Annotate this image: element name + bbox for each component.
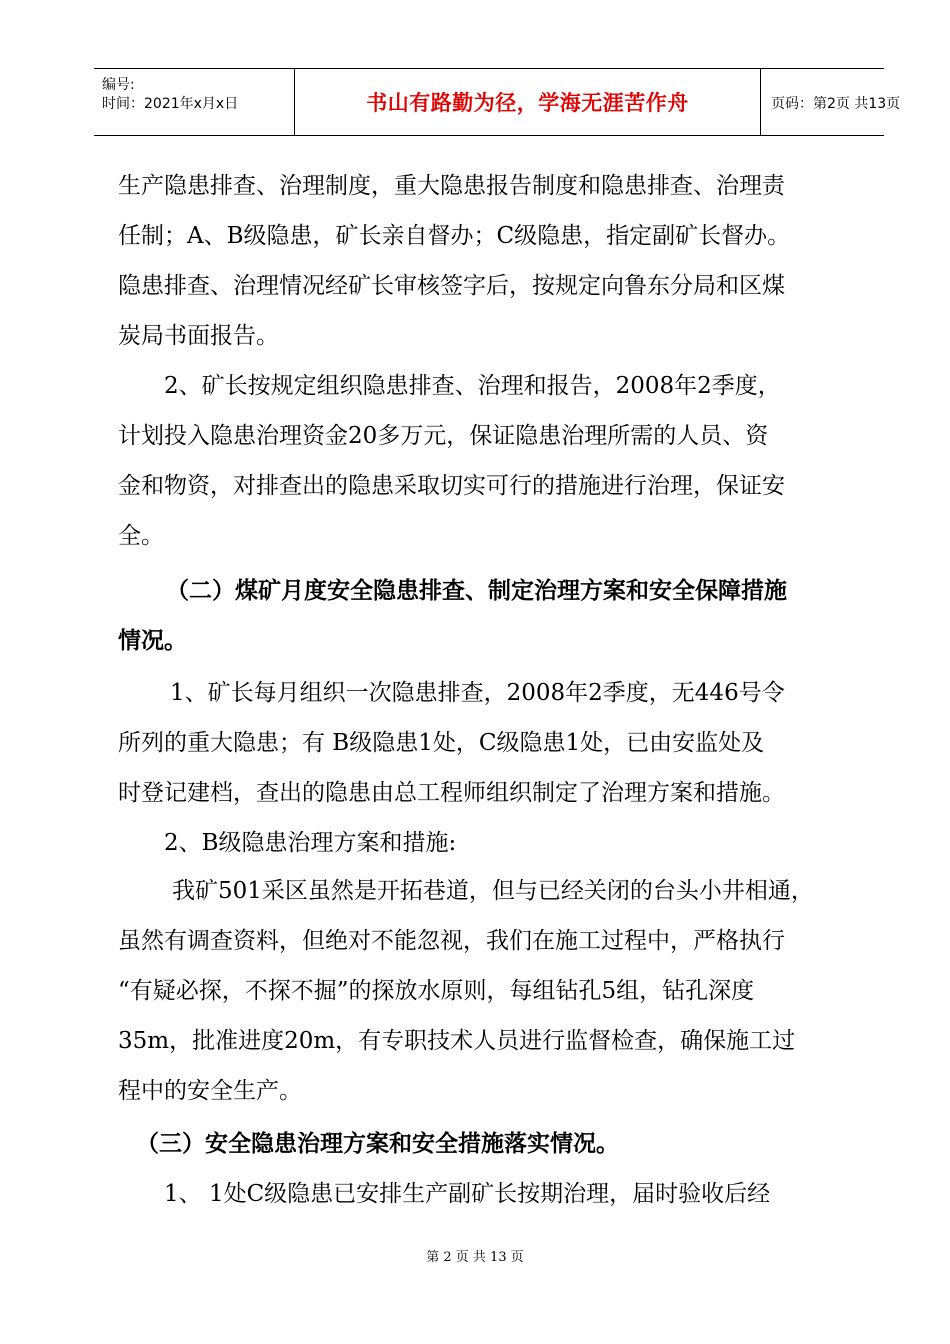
paragraph-line: 1、矿长每月组织一次隐患排查，2008年2季度，无446号令	[170, 680, 785, 706]
document-header	[94, 68, 901, 136]
number-label: 编号:	[102, 77, 135, 93]
paragraph-line: 生产隐患排查、治理制度，重大隐患报告制度和隐患排查、治理责	[118, 173, 785, 199]
header-meta-cell	[94, 69, 295, 135]
paragraph-line: “有疑必探，不探不掘”的探放水原则，每组钻孔5组，钻孔深度	[118, 978, 755, 1004]
paragraph-line: 2、B级隐患治理方案和措施:	[164, 830, 457, 856]
paragraph-line: 35m，批准进度20m，有专职技术人员进行监督检查，确保施工过	[118, 1028, 796, 1054]
page-info: 页码：第2页 共13页	[771, 96, 901, 112]
paragraph-line: 炭局书面报告。	[118, 323, 279, 349]
section-heading: 情况。	[118, 628, 187, 654]
header-motto-cell	[295, 69, 761, 135]
page-footer: 第 2 页 共 13 页	[426, 1250, 524, 1265]
paragraph-line: 任制；A、B级隐患，矿长亲自督办；C级隐患，指定副矿长督办。	[118, 223, 791, 249]
paragraph-line: 所列的重大隐患；有 B级隐患1处，C级隐患1处，已由安监处及	[118, 730, 765, 756]
paragraph-line: 虽然有调查资料，但绝对不能忽视，我们在施工过程中，严格执行	[118, 928, 785, 954]
paragraph-line: 计划投入隐患治理资金20多万元，保证隐患治理所需的人员、资	[118, 423, 769, 449]
motto-text: 书山有路勤为径，学海无涯苦作舟	[366, 91, 689, 115]
paragraph-line: 时登记建档，查出的隐患由总工程师组织制定了治理方案和措施。	[118, 780, 785, 806]
header-page-cell	[761, 69, 901, 135]
paragraph-line: 金和物资，对排查出的隐患采取切实可行的措施进行治理，保证安	[118, 473, 785, 499]
paragraph-line: 隐患排查、治理情况经矿长审核签字后，按规定向鲁东分局和区煤	[118, 273, 785, 299]
section-heading: （二）煤矿月度安全隐患排查、制定治理方案和安全保障措施	[166, 578, 787, 604]
paragraph-line: 程中的安全生产。	[118, 1078, 302, 1104]
paragraph-line: 我矿501采区虽然是开拓巷道，但与已经关闭的台头小井相通，	[172, 878, 814, 904]
paragraph-line: 全。	[118, 523, 164, 549]
section-heading: （三）安全隐患治理方案和安全措施落实情况。	[136, 1131, 619, 1157]
paragraph-line: 2、矿长按规定组织隐患排查、治理和报告，2008年2季度，	[164, 373, 781, 399]
time-label: 时间：2021年x月x日	[102, 96, 239, 112]
paragraph-line: 1、 1处C级隐患已安排生产副矿长按期治理，届时验收后经	[164, 1181, 771, 1207]
